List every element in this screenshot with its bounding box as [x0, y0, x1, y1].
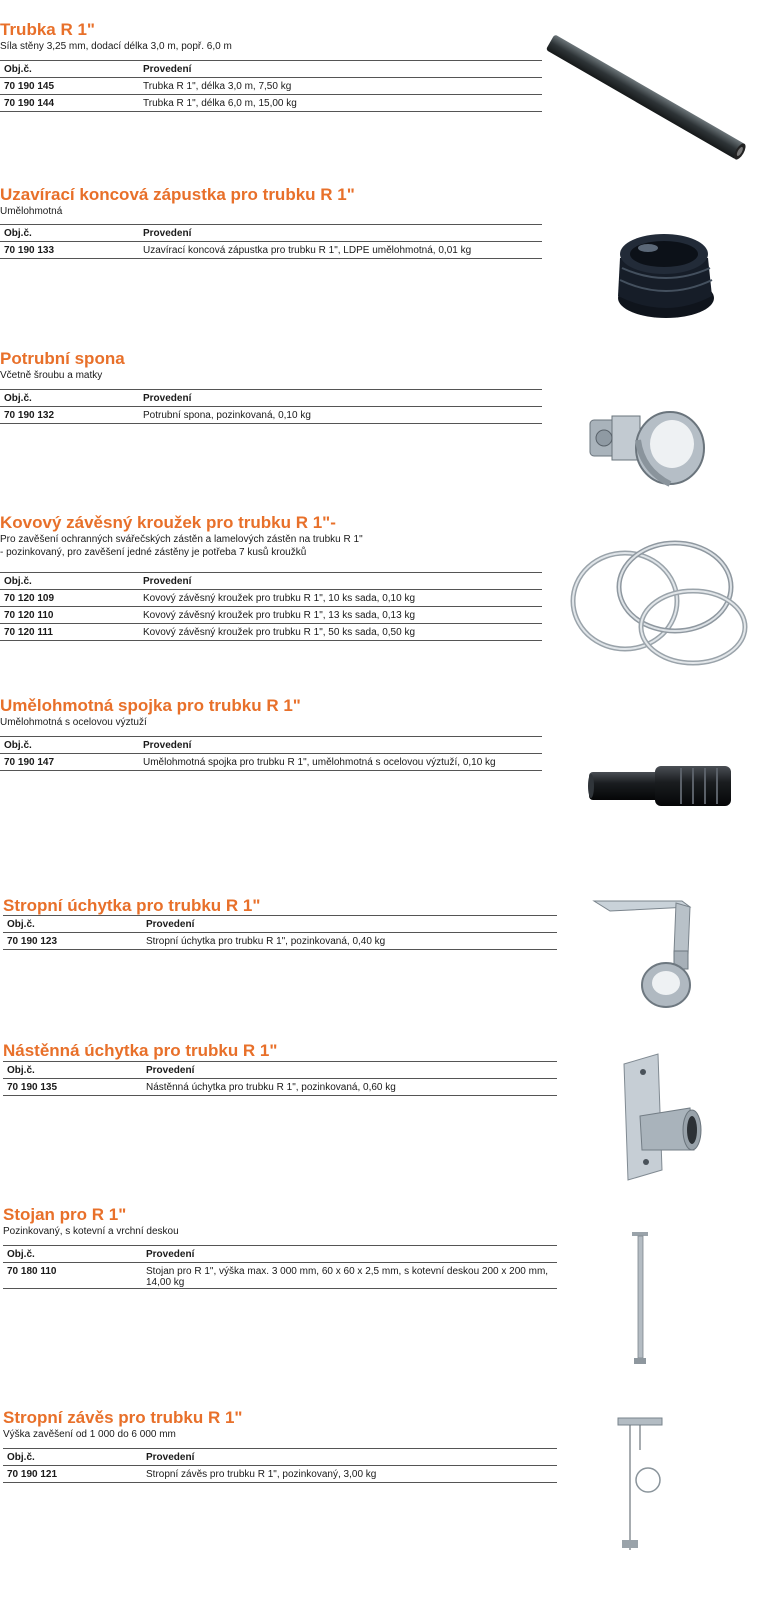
- product-table: [0, 60, 542, 112]
- ceiling-bracket-image: [590, 893, 705, 1013]
- product-pipe-clamp: [0, 349, 125, 382]
- product-subtitle: Pro zavěšení ochranných svářečských zástěn a lamelových zástěn na trubku R 1": [0, 534, 363, 545]
- item-code: 70 180 110: [3, 1263, 142, 1289]
- product-subtitle: Umělohmotná: [0, 206, 63, 217]
- item-desc: Umělohmotná spojka pro trubku R 1", umělohmotná s ocelovou výztuží, 0,10 kg: [139, 754, 542, 771]
- col-desc-header: Provedení: [142, 916, 557, 933]
- item-code: 70 120 109: [0, 590, 139, 607]
- product-table: [3, 915, 557, 950]
- product-trubka: [0, 20, 232, 53]
- black-pipe-image: [542, 30, 747, 165]
- table-row: [0, 242, 542, 259]
- item-code: 70 120 110: [0, 607, 139, 624]
- product-ceiling-hanger: [3, 1408, 243, 1441]
- product-table: [0, 224, 542, 259]
- product-table: [3, 1448, 557, 1483]
- item-desc: Kovový závěsný kroužek pro trubku R 1", 13 ks sada, 0,13 kg: [139, 607, 542, 624]
- end-cap-image: [608, 218, 718, 323]
- product-title: Stropní úchytka pro trubku R 1": [3, 896, 261, 915]
- table-row: [3, 933, 557, 950]
- product-subtitle: Včetně šroubu a matky: [0, 370, 103, 381]
- table-row: [0, 590, 542, 607]
- item-code: 70 190 123: [3, 933, 142, 950]
- wall-bracket-image: [610, 1050, 710, 1185]
- pipe-clamp-image: [582, 400, 712, 495]
- product-title: Umělohmotná spojka pro trubku R 1": [0, 696, 301, 715]
- product-ceiling-bracket: [3, 896, 260, 916]
- product-title: Uzavírací koncová zápustka pro trubku R 1": [0, 185, 355, 204]
- item-desc: Trubka R 1", délka 6,0 m, 15,00 kg: [139, 95, 542, 112]
- product-title: Kovový závěsný kroužek pro trubku R 1"-: [0, 513, 336, 532]
- product-table: [0, 736, 542, 771]
- col-desc-header: Provedení: [139, 225, 542, 242]
- stand-post-image: [625, 1230, 655, 1370]
- product-stand: [3, 1205, 179, 1238]
- plastic-coupler-image: [585, 762, 735, 812]
- product-table: [3, 1061, 557, 1096]
- col-desc-header: Provedení: [142, 1062, 557, 1079]
- col-code-header: Obj.č.: [3, 1449, 142, 1466]
- product-table: [0, 572, 542, 641]
- table-row: [3, 1079, 557, 1096]
- product-subtitle: Umělohmotná s ocelovou výztuží: [0, 717, 147, 728]
- product-subtitle: Pozinkovaný, s kotevní a vrchní deskou: [3, 1226, 179, 1237]
- item-code: 70 190 147: [0, 754, 139, 771]
- item-desc: Kovový závěsný kroužek pro trubku R 1", 10 ks sada, 0,10 kg: [139, 590, 542, 607]
- table-row: [0, 95, 542, 112]
- metal-rings-image: [565, 535, 755, 670]
- product-wall-bracket: [3, 1041, 277, 1061]
- col-desc-header: Provedení: [142, 1449, 557, 1466]
- col-code-header: Obj.č.: [3, 1246, 142, 1263]
- table-row: [3, 1263, 557, 1289]
- product-subtitle-line2: - pozinkovaný, pro zavěšení jedné zástěny je potřeba 7 kusů kroužků: [0, 547, 307, 558]
- col-desc-header: Provedení: [142, 1246, 557, 1263]
- product-title: Stojan pro R 1": [3, 1205, 127, 1224]
- item-code: 70 190 135: [3, 1079, 142, 1096]
- product-title: Stropní závěs pro trubku R 1": [3, 1408, 243, 1427]
- item-code: 70 190 145: [0, 78, 139, 95]
- col-desc-header: Provedení: [139, 61, 542, 78]
- col-code-header: Obj.č.: [3, 916, 142, 933]
- table-row: [0, 754, 542, 771]
- item-desc: Stropní úchytka pro trubku R 1", pozinkovaná, 0,40 kg: [142, 933, 557, 950]
- item-desc: Nástěnná úchytka pro trubku R 1", pozinkovaná, 0,60 kg: [142, 1079, 557, 1096]
- item-desc: Stropní závěs pro trubku R 1", pozinkovaný, 3,00 kg: [142, 1466, 557, 1483]
- product-end-cap: [0, 185, 355, 218]
- item-code: 70 120 111: [0, 624, 139, 641]
- col-code-header: Obj.č.: [0, 225, 139, 242]
- product-coupler: [0, 696, 301, 729]
- table-row: [3, 1466, 557, 1483]
- item-desc: Stojan pro R 1", výška max. 3 000 mm, 60 x 60 x 2,5 mm, s kotevní deskou 200 x 200 mm, 14,00 kg: [142, 1263, 557, 1289]
- col-desc-header: Provedení: [139, 737, 542, 754]
- item-code: 70 190 132: [0, 407, 139, 424]
- table-row: [0, 78, 542, 95]
- col-code-header: Obj.č.: [3, 1062, 142, 1079]
- product-subtitle: Výška zavěšení od 1 000 do 6 000 mm: [3, 1429, 176, 1440]
- item-desc: Kovový závěsný kroužek pro trubku R 1", 50 ks sada, 0,50 kg: [139, 624, 542, 641]
- product-title: Trubka R 1": [0, 20, 95, 39]
- product-subtitle: Síla stěny 3,25 mm, dodací délka 3,0 m, popř. 6,0 m: [0, 41, 232, 52]
- table-row: [0, 407, 542, 424]
- item-code: 70 190 144: [0, 95, 139, 112]
- col-code-header: Obj.č.: [0, 61, 139, 78]
- item-desc: Uzavírací koncová zápustka pro trubku R 1", LDPE umělohmotná, 0,01 kg: [139, 242, 542, 259]
- product-title: Nástěnná úchytka pro trubku R 1": [3, 1041, 278, 1060]
- col-code-header: Obj.č.: [0, 737, 139, 754]
- table-row: [0, 607, 542, 624]
- product-metal-ring: [0, 513, 363, 559]
- col-code-header: Obj.č.: [0, 573, 139, 590]
- ceiling-hanger-image: [600, 1410, 670, 1558]
- col-desc-header: Provedení: [139, 390, 542, 407]
- item-desc: Trubka R 1", délka 3,0 m, 7,50 kg: [139, 78, 542, 95]
- item-code: 70 190 133: [0, 242, 139, 259]
- col-code-header: Obj.č.: [0, 390, 139, 407]
- product-table: [3, 1245, 557, 1289]
- product-table: [0, 389, 542, 424]
- item-desc: Potrubní spona, pozinkovaná, 0,10 kg: [139, 407, 542, 424]
- item-code: 70 190 121: [3, 1466, 142, 1483]
- product-title: Potrubní spona: [0, 349, 125, 368]
- table-row: [0, 624, 542, 641]
- col-desc-header: Provedení: [139, 573, 542, 590]
